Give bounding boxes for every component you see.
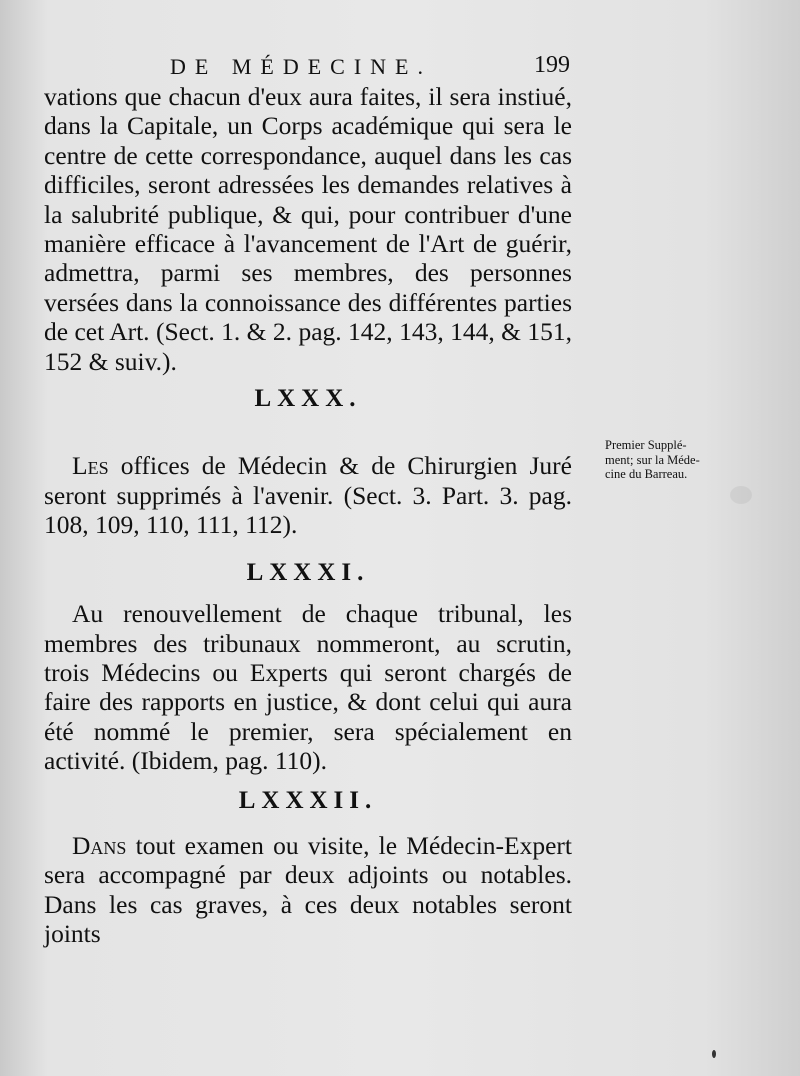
paragraph-82 — [44, 831, 572, 949]
paragraph-continued: vations que chacun d'eux aura faites, il sera instiué, dans la Capitale, un Corps académique qui sera le centre de cette correspondance, auquel dans les cas difficiles, seront adressées les demandes relatives à la salubrité publique, & qui, pour contribuer d'une manière efficace à l'avancement de l'Art de guérir, admettra, parmi ses membres, des personnes versées dans la connoissance des différentes parties de cet Art. (Sect. 1. & 2. pag. 142, 143, 144, & 151, 152 & suiv.). — [44, 82, 572, 376]
margin-note-line: Premier Supplé- — [605, 438, 687, 452]
paragraph-lead-word: Les — [72, 451, 109, 481]
section-heading-80: LXXX. — [254, 385, 362, 413]
paragraph-text: tout examen ou visite, le Médecin-Expert sera accompagné par deux adjoints ou notables. Dans les cas graves, à ces deux notables seront joints — [44, 830, 572, 949]
paragraph-81: Au renouvellement de chaque tribunal, les membres des tribunaux nommeront, au scrutin, trois Médecins ou Experts qui seront chargés de faire des rapports en justice, & dont celui qui aura été nommé le premier, sera spécialement en activité. (Ibidem, pag. 110). — [44, 599, 572, 776]
show-through — [600, 180, 710, 220]
section-heading-82: LXXXII. — [238, 786, 378, 814]
ink-speck — [712, 1050, 716, 1058]
running-head: DE MÉDECINE. — [170, 54, 432, 79]
paragraph-text: offices de Médecin & de Chirurgien Juré seront supprimés à l'avenir. (Sect. 3. Part. 3. pag. 108, 109, 110, 111, 112). — [44, 451, 572, 540]
paragraph-80 — [44, 451, 572, 539]
margin-note-line: ment; sur la Méde- — [605, 452, 700, 467]
page-number: 199 — [534, 52, 570, 78]
bleed-mark — [730, 486, 752, 504]
body-text — [44, 82, 572, 949]
section-heading-81: LXXXI. — [246, 558, 370, 586]
margin-note — [605, 438, 701, 482]
paragraph-lead-word: Dans — [72, 830, 127, 860]
margin-note-line: cine du Barreau. — [605, 467, 688, 481]
